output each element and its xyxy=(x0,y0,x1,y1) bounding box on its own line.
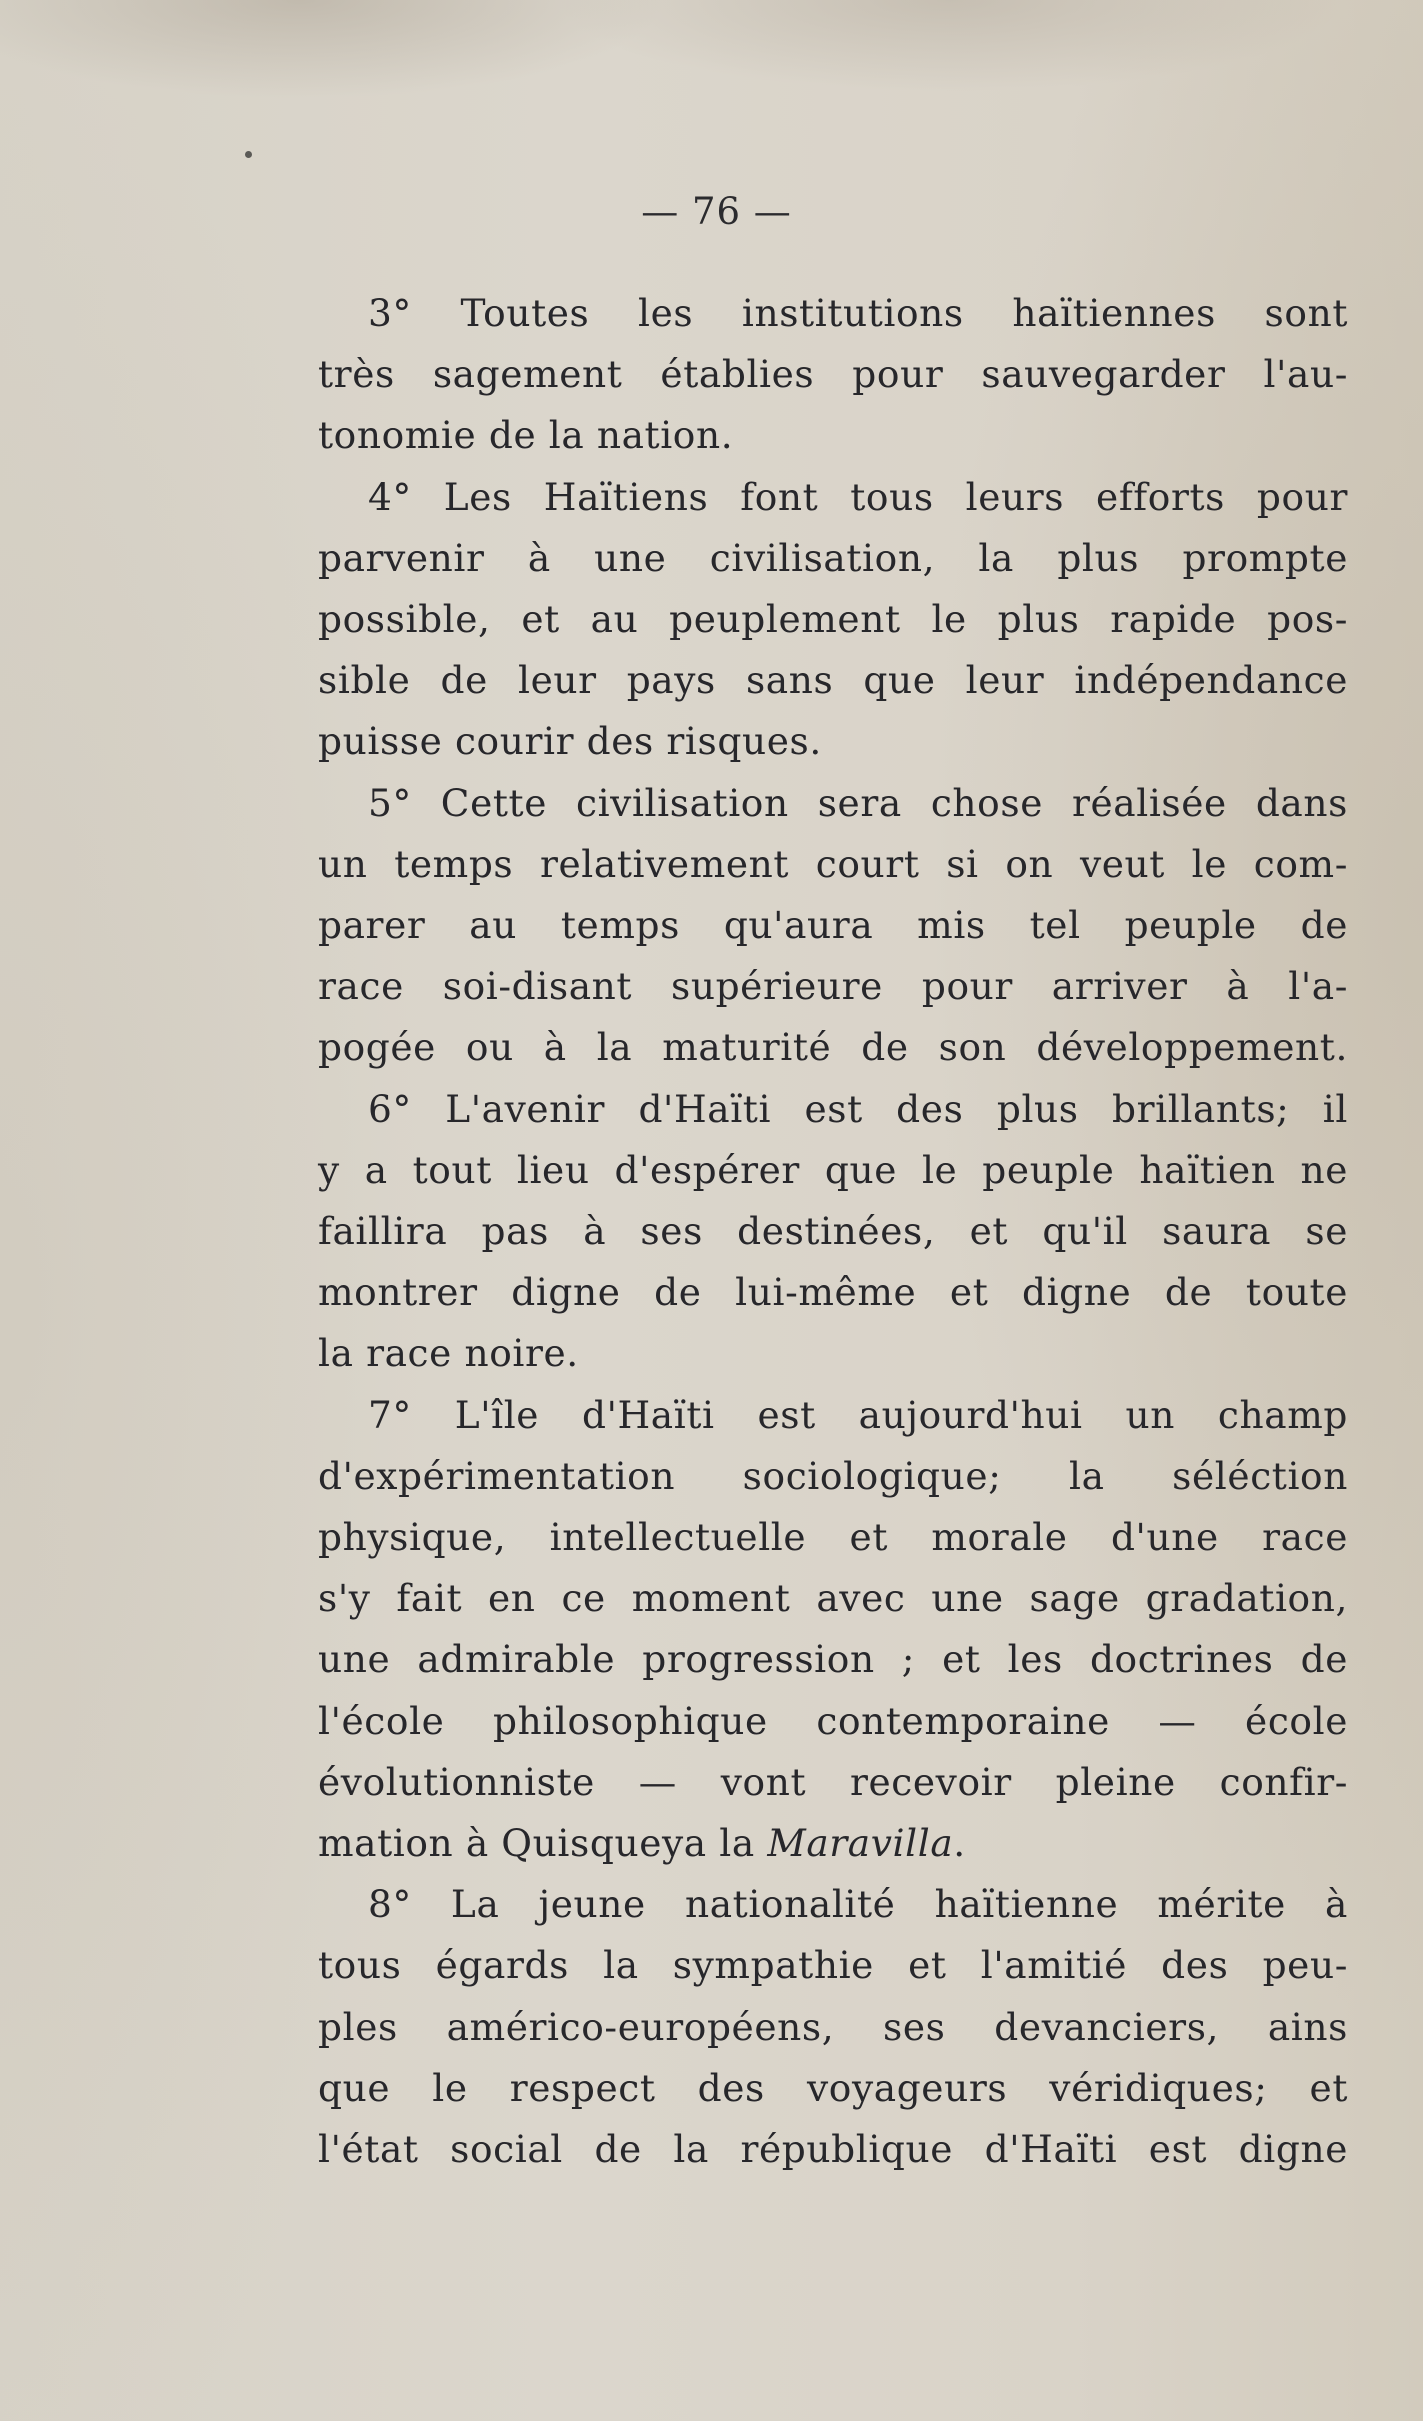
text-line: 4° Les Haïtiens font tous leurs efforts pour xyxy=(368,474,1348,519)
text-line: d'expérimentation sociologique; la séléction xyxy=(318,1453,1348,1498)
text-line: possible, et au peuplement le plus rapide pos- xyxy=(318,597,1348,642)
text-line: très sagement établies pour sauvegarder l'au- xyxy=(318,352,1348,397)
paragraph-6 xyxy=(318,1079,1348,1385)
text-line: 6° L'avenir d'Haïti est des plus brillants; il xyxy=(368,1086,1348,1131)
text-line: la race noire. xyxy=(318,1331,579,1376)
text-line: évolutionniste — vont recevoir pleine confir- xyxy=(318,1759,1348,1804)
text-line: 3° Toutes les institutions haïtiennes sont xyxy=(368,291,1348,335)
text-line: que le respect des voyageurs véridiques; et xyxy=(318,2065,1348,2110)
text-line: 5° Cette civilisation sera chose réalisée dans xyxy=(368,780,1348,825)
text-line: tonomie de la nation. xyxy=(318,413,734,458)
italic-place-name: Maravilla xyxy=(767,1821,954,1866)
text-fragment: mation à Quisqueya la xyxy=(318,1821,768,1866)
paragraph-5 xyxy=(318,773,1348,1079)
text-line: un temps relativement court si on veut le com- xyxy=(318,841,1348,886)
body-text xyxy=(318,283,1348,2180)
paragraph-3 xyxy=(318,283,1348,467)
text-line: puisse courir des risques. xyxy=(318,719,822,764)
paragraph-7 xyxy=(318,1385,1348,1875)
text-line: 8° La jeune nationalité haïtienne mérite à xyxy=(368,1882,1348,1927)
paragraph-8 xyxy=(318,1874,1348,2180)
page-number: — 76 — xyxy=(641,190,792,233)
paragraph-4 xyxy=(318,467,1348,773)
text-line: pogée ou à la maturité de son développement. xyxy=(318,1025,1348,1070)
ink-speck xyxy=(245,151,252,158)
text-line: sible de leur pays sans que leur indépendance xyxy=(318,658,1348,703)
text-line: 7° L'île d'Haïti est aujourd'hui un champ xyxy=(368,1392,1348,1437)
text-line: race soi-disant supérieure pour arriver à l'a- xyxy=(318,964,1348,1009)
text-line: montrer digne de lui-même et digne de toute xyxy=(318,1270,1348,1315)
text-line: une admirable progression ; et les doctrines de xyxy=(318,1637,1348,1682)
text-line xyxy=(318,1813,1348,1874)
text-line: tous égards la sympathie et l'amitié des peu- xyxy=(318,1943,1348,1988)
text-line: faillira pas à ses destinées, et qu'il saura se xyxy=(318,1209,1348,1254)
text-line: l'état social de la république d'Haïti est digne xyxy=(318,2127,1348,2172)
text-line: y a tout lieu d'espérer que le peuple haïtien ne xyxy=(318,1147,1348,1192)
text-line: physique, intellectuelle et morale d'une race xyxy=(318,1515,1348,1560)
text-line: l'école philosophique contemporaine — école xyxy=(318,1698,1348,1743)
text-line: s'y fait en ce moment avec une sage gradation, xyxy=(318,1576,1348,1621)
text-line: parvenir à une civilisation, la plus prompte xyxy=(318,535,1348,580)
text-line: ples américo-européens, ses devanciers, ains xyxy=(318,2004,1348,2049)
text-line: parer au temps qu'aura mis tel peuple de xyxy=(318,903,1348,948)
text-fragment: . xyxy=(953,1821,966,1866)
